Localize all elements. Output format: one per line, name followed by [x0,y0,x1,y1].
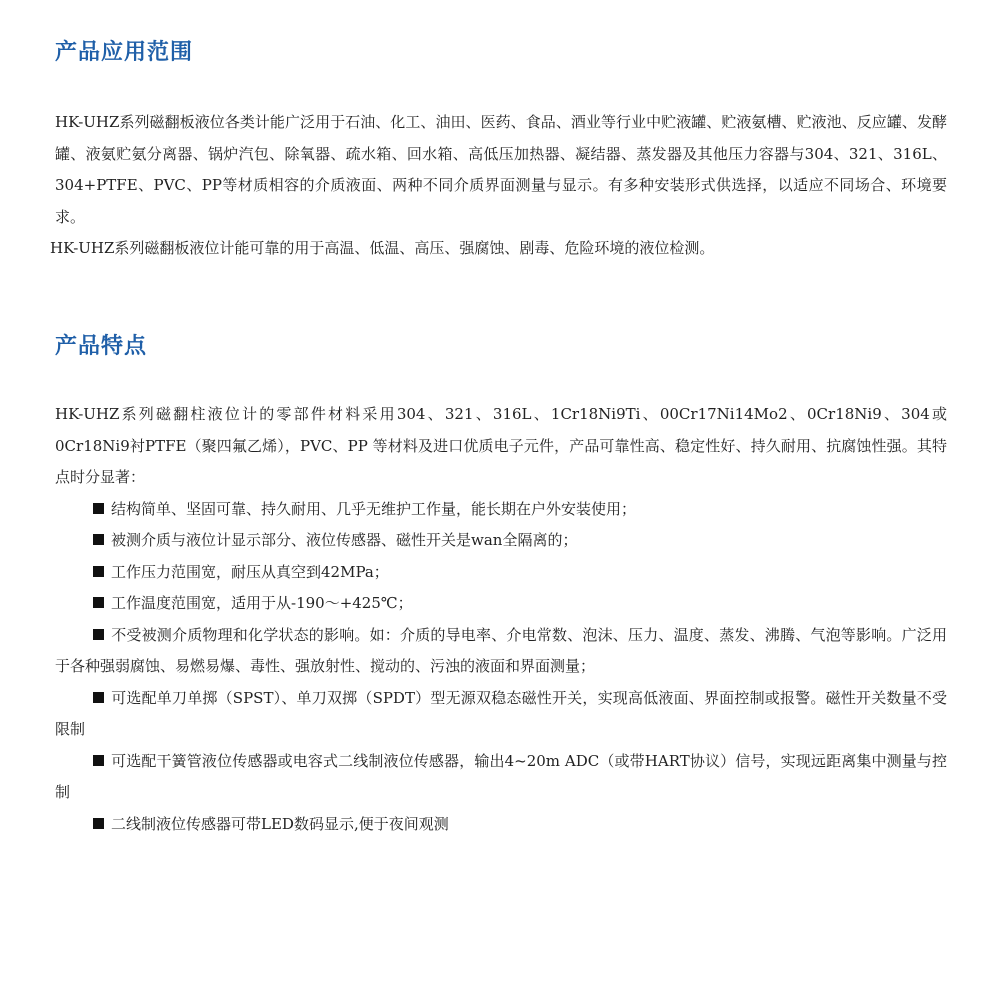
square-bullet-icon [93,818,104,829]
square-bullet-icon [93,755,104,766]
feature-text: 工作压力范围宽，耐压从真空到42MPa； [111,562,389,581]
application-section-title: 产品应用范围 [55,40,194,65]
feature-list-item [55,588,947,620]
feature-text: 可选配单刀单掷（SPST）、单刀双掷（SPDT）型无源双稳态磁性开关，实现高低液面、界面控制或报警。磁性开关数量不受限制 [55,688,947,738]
feature-list-item [55,494,947,526]
square-bullet-icon [93,692,104,703]
feature-list-item [55,557,947,589]
feature-list-item [55,620,947,683]
feature-list-item [55,746,947,809]
application-paragraph: HK-UHZ系列磁翻板液位计能可靠的用于高温、低温、高压、强腐蚀、剧毒、危险环境的液位检测。 [50,239,715,257]
square-bullet-icon [93,503,104,514]
feature-text: 二线制液位传感器可带LED数码显示,便于夜间观测 [111,814,449,833]
features-intro-paragraph: HK-UHZ系列磁翻柱液位计的零部件材料采用304、321、316L、1Cr18Ni9Ti、00Cr17Ni14Mo2、0Cr18Ni9、304或0Cr18Ni9衬PTFE（聚四氟乙烯），PVC、PP 等材料及进口优质电子元件，产品可靠性高、稳定性好、持久耐用、抗腐蚀性强。其特点时分显著： [55,405,947,486]
square-bullet-icon [93,566,104,577]
feature-text: 工作温度范围宽，适用于从-190～+425℃； [111,594,413,612]
feature-text: 结构简单、坚固可靠、持久耐用、几乎无维护工作量，能长期在户外安装使用； [111,499,637,518]
features-section-title: 产品特点 [55,334,148,359]
application-section-body [50,107,947,265]
square-bullet-icon [93,629,104,640]
square-bullet-icon [93,597,104,608]
features-section-body [55,399,947,840]
feature-list-item [55,525,947,557]
feature-text: 可选配干簧管液位传感器或电容式二线制液位传感器，输出4~20m ADC（或带HART协议）信号，实现远距离集中测量与控制 [55,751,947,801]
feature-list-item [55,683,947,746]
feature-text: 不受被测介质物理和化学状态的影响。如：介质的导电率、介电常数、泡沫、压力、温度、蒸发、沸腾、气泡等影响。广泛用于各种强弱腐蚀、易燃易爆、毒性、强放射性、搅动的、污浊的液面和界面测量； [55,625,947,675]
feature-list-item [55,809,947,841]
square-bullet-icon [93,534,104,545]
application-paragraph: HK-UHZ系列磁翻板液位各类计能广泛用于石油、化工、油田、医药、食品、酒业等行业中贮液罐、贮液氨槽、贮液池、反应罐、发酵罐、液氨贮氨分离器、锅炉汽包、除氧器、疏水箱、回水箱、高低压加热器、凝结器、蒸发器及其他压力容器与304、321、316L、304+PTFE、PVC、PP等材质相容的介质液面、两种不同介质界面测量与显示。有多种安装形式供选择，以适应不同场合、环境要求。 [55,113,947,226]
feature-text: 被测介质与液位计显示部分、液位传感器、磁性开关是wan全隔离的； [111,531,578,549]
